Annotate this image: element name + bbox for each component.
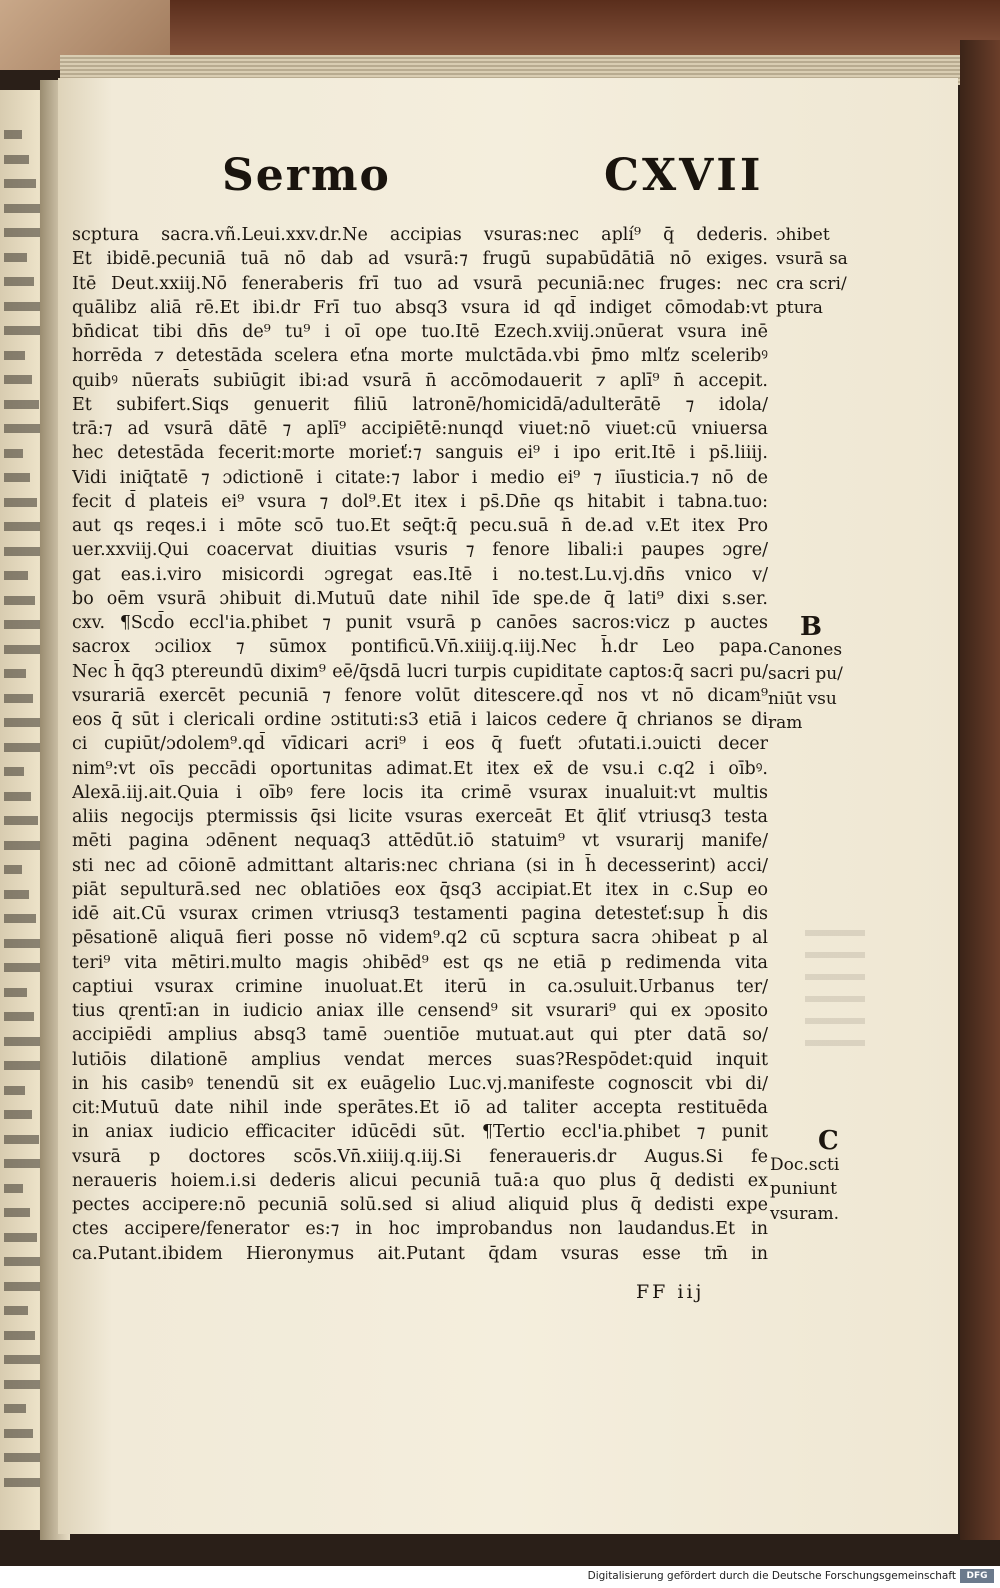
digitization-credit: Digitalisierung gefördert durch die Deutsche Forschungsgemeinschaft <box>587 1570 956 1582</box>
text-line: scptura sacra.vñ.Leui.xxv.dr.Ne accipias vsuras:nec aplí⁹ q̄ dederis. <box>72 225 768 245</box>
book-cover-right <box>960 40 1000 1540</box>
text-line: ctes accipere/fenerator es:⁊ in hoc improbandus non laudandus.Et in <box>72 1219 768 1240</box>
margin-line: vsuram. <box>770 1203 840 1224</box>
text-line: trā:⁊ ad vsurā dātē ⁊ aplī⁹ accipiētē:nunqd viuet:nō viuet:cū vniuersa <box>72 419 768 439</box>
text-line: fecit d̄ plateis ei⁹ vsura ⁊ dol⁹.Et itex i ps̄.Dn̄e qs hitabit i tabna.tuo: <box>72 491 768 512</box>
text-line: nim⁹:vt oīs peccādi oportunitas adimat.Et itex ex̄ de vsu.i c.q2 i oībꝰ. <box>72 758 768 779</box>
dfg-logo: DFG <box>960 1569 994 1583</box>
text-line: in his casibꝰ tenendū sit ex euāgelio Luc.vj.manifeste cognoscit vbi di/ <box>72 1073 768 1094</box>
text-line: pectes accipere:nō pecuniā solū.sed si aliud aliquid plus q̄ dedisti expe <box>72 1195 768 1215</box>
text-line: gat eas.i.viro misicordi ɔgregat eas.Itē i no.test.Lu.vj.dn̄s vnico v/ <box>72 564 768 585</box>
text-line: ɋuibꝰ nūerat̄s subiūgit ibi:ad vsurā n̄ accōmodauerit ⁊ aplī⁹ n̄ accepit. <box>72 370 768 391</box>
text-line: aliis negocijs ptermissis q̄si licite vsuras exerceāt Et q̄liť vtriusq3 testa <box>72 807 768 827</box>
margin-line: ptura <box>776 297 823 318</box>
signature-mark: FF iij <box>636 1281 705 1303</box>
text-line: pēsationē aliquā fieri posse nō videm⁹.q2 cū scptura sacra ɔhibeat p al <box>72 928 768 949</box>
text-line: bo oēm vsurā ɔhibuit di.Mutuū date nihil īde spe.de q̄ lati⁹ dixi s.ser. <box>72 588 768 609</box>
margin-line: vsurā sa <box>776 249 848 270</box>
text-line: mēti pagina ɔdēnent nequaq3 attēdūt.iō statuim⁹ vt vsurarij manife/ <box>72 831 768 852</box>
text-line: cxv. ¶Scd̄o eccl'ia.phibet ⁊ punit vsurā p canōes sacros:vicz p auctes <box>72 613 768 633</box>
text-line: aut qs reqes.i i mōte scō tuo.Et seq̄t:q̄ pecu.suā n̄ de.ad v.Et itex Pro <box>72 516 768 536</box>
text-line: ca.Putant.ibidem Hieronymus ait.Putant q̄dam vsuras esse tm̄ in <box>72 1243 768 1264</box>
margin-line: niūt vsu <box>768 688 837 709</box>
folio-number: CXVII <box>604 150 764 201</box>
text-line: bn̄dicat tibi dn̄s de⁹ tu⁹ i oī ope tuo.Itē Ezech.xviij.ɔnūerat vsura inē <box>72 322 768 342</box>
text-line: quālibz aliā rē.Et ibi.dr Frī tuo absq3 vsura id qd̄ indiget cōmodab:vt <box>72 297 768 318</box>
margin-letter-c: C <box>818 1126 839 1156</box>
text-line: hec detestāda fecerit:morte morieť:⁊ sanguis ei⁹ i ipo erit.Itē i ps̄.liiij. <box>72 443 768 464</box>
text-line: Alexā.iij.ait.Quia i oībꝰ fere locis ita crimē vsurax inualuit:vt multis <box>72 782 768 803</box>
text-line: lutiōis dilationē amplius vendat merces suas?Respōdet:quid inquit <box>72 1049 768 1070</box>
text-line: eos q̄ sūt i clericali ordine ɔstituti:s3 etiā i laicos cedere q̄ chrianos se di <box>72 710 768 730</box>
text-line: sti nec ad cōionē admittant altaris:nec chriana (si in h̄ decesserint) acci/ <box>72 855 768 876</box>
main-text-block <box>72 223 768 1266</box>
text-line: Nec h̄ q̄q3 ptereundū dixim⁹ eē/q̄sdā lucri turpis cupiditate captos:q̄ sacri pu/ <box>72 661 768 682</box>
margin-line: cra scri/ <box>776 273 847 294</box>
text-line: Et ibidē.pecuniā tuā nō dab ad vsurā:⁊ frugū supabūdātiā nō exiges. <box>72 249 768 270</box>
text-line: Vidi iniq̄tatē ⁊ ɔdictionē i citate:⁊ labor i medio ei⁹ ⁊ iīusticia.⁊ nō de <box>72 467 768 488</box>
text-line: captiui vsurax crimine inuoluat.Et iterū in ca.ɔsuluit.Urbanus ter/ <box>72 976 768 997</box>
text-line: vsurariā exercēt pecuniā ⁊ fenore volūt ditescere.qd̄ nos vt nō dicam⁹ <box>72 685 768 706</box>
show-through <box>805 930 865 1050</box>
text-line: in aniax iudicio efficaciter idūcēdi sūt. ¶Tertio eccl'ia.phibet ⁊ punit <box>72 1122 768 1143</box>
text-line: uer.xxviij.Qui coacervat diuitias vsuris ⁊ fenore libali:i paupes ɔgre/ <box>72 540 768 561</box>
text-line: piāt sepulturā.sed nec oblatiōes eox q̄sq3 accipiat.Et itex in c.Sup eo <box>72 879 768 900</box>
text-line: idē ait.Cū vsurax crimen vtriusq3 testamenti pagina detesteť:sup h̄ dis <box>72 904 768 924</box>
margin-letter-b: B <box>800 612 822 642</box>
text-line: ci cupiūt/ɔdolem⁹.qd̄ vīdicari acri⁹ i eos q̄ fueťt ɔfutati.i.ɔuicti decer <box>72 734 768 755</box>
margin-line: ɔhibet <box>776 225 830 245</box>
text-line: tius ɋrentī:an in iudicio aniax ille censend⁹ sit vsurari⁹ qui ex ɔposito <box>72 1001 768 1021</box>
text-line: sacrox ɔciliox ⁊ sūmox pontificū.Vn̄.xiiij.q.iij.Nec h̄.dr Leo papa. <box>72 637 768 658</box>
margin-line: Doc.scti <box>770 1155 840 1175</box>
text-line: teri⁹ vita mētiri.multo magis ɔhibēd⁹ est qs ne etiā p redimenda vita <box>72 952 768 973</box>
margin-note-2 <box>768 638 843 735</box>
text-line: Et subifert.Siqs genuerit filiū latronē/homicidā/adulterātē ⁊ idola/ <box>72 394 768 415</box>
margin-line: Canones <box>768 640 843 660</box>
text-line: cit:Mutuū date nihil inde sperātes.Et iō ad taliter accepta restituēda <box>72 1098 768 1118</box>
text-line: vsurā p doctores scōs.Vn̄.xiiij.q.iij.Si feneraueris.dr Augus.Si fe <box>72 1146 768 1167</box>
running-title: Sermo <box>222 150 391 201</box>
text-line: neraueris hoiem.i.si dederis alicui pecuniā tuā:a quo plus q̄ dedisti ex <box>72 1170 768 1191</box>
margin-note-3 <box>770 1153 839 1226</box>
margin-line: puniunt <box>770 1179 837 1200</box>
margin-line: ram <box>768 712 803 733</box>
text-line: horrēda ⁊ detestāda scelera eťna morte mulctāda.vbi p̄mo mlťz sceleribꝰ <box>72 346 768 367</box>
text-line: Itē Deut.xxiij.Nō feneraberis frī tuo ad vsurā pecuniā:nec fruges: nec <box>72 273 768 294</box>
margin-line: sacri pu/ <box>768 664 843 685</box>
footer-bar <box>0 1566 1000 1588</box>
text-line: accipiēdi amplius absq3 tamē ɔuentiōe mutuat.aut qui pter datā so/ <box>72 1025 768 1046</box>
margin-note-1 <box>776 223 848 320</box>
